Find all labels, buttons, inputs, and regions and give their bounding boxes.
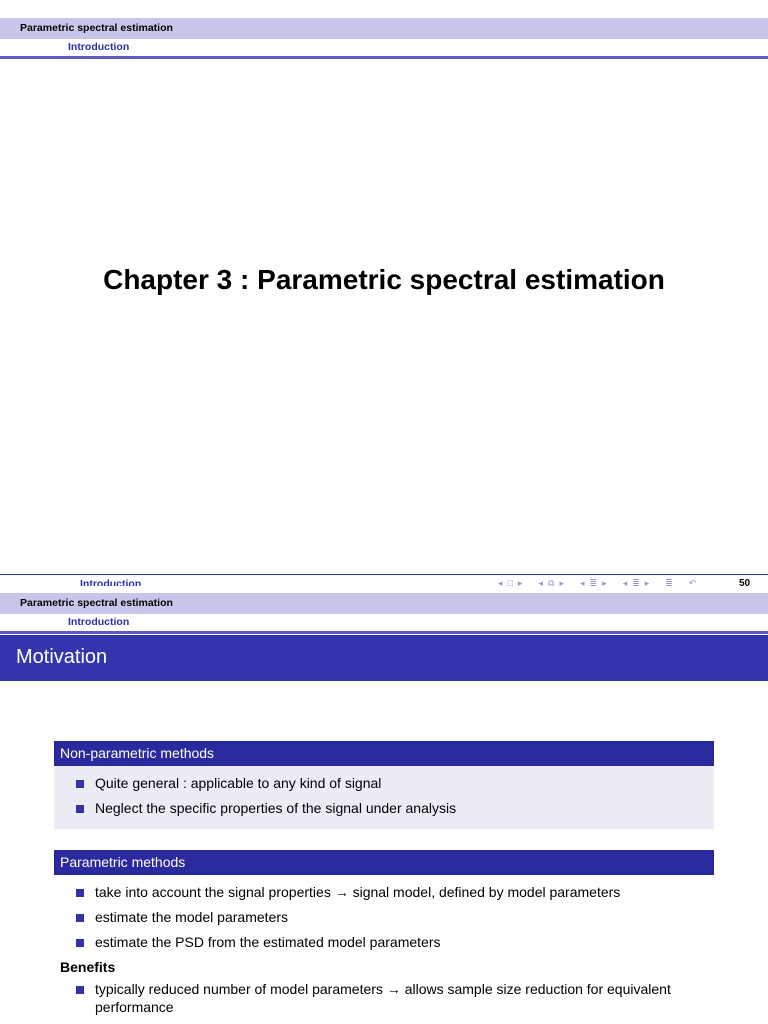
header-subsection-band <box>0 39 768 56</box>
slide-motivation <box>0 593 768 1024</box>
bullet-square-icon <box>76 805 84 813</box>
bullet-square-icon <box>76 889 84 897</box>
list-item-text: typically reduced number of model parameters → allows sample size reduction for equivalent performance <box>95 981 671 1015</box>
block-title: Parametric methods <box>54 850 714 875</box>
nav-toc-icon[interactable]: ≣ <box>665 577 673 586</box>
list-item <box>76 908 704 926</box>
list-item-text: Neglect the specific properties of the signal under analysis <box>95 800 457 816</box>
header-section-title[interactable]: Parametric spectral estimation <box>20 22 173 34</box>
nav-frame-icon[interactable]: □ <box>507 578 513 586</box>
nonparametric-block <box>54 741 714 829</box>
frame-title-bar <box>0 635 768 681</box>
nav-next-icon[interactable]: ▸ <box>602 577 607 586</box>
header-section-title[interactable]: Parametric spectral estimation <box>20 597 173 609</box>
nav-subsection-icon[interactable]: ⧉ <box>548 577 555 586</box>
nav-back-icon[interactable]: ↶ <box>688 577 697 586</box>
nav-next-icon[interactable]: ▸ <box>517 577 523 586</box>
header-section-band <box>0 18 768 39</box>
nav-prev-icon[interactable]: ◂ <box>498 577 503 586</box>
bullet-square-icon <box>76 986 84 994</box>
list-item <box>76 933 704 951</box>
parametric-block <box>54 850 714 1024</box>
slide-chapter <box>0 18 768 586</box>
block-title: Non-parametric methods <box>54 741 714 766</box>
nav-prev-icon[interactable]: ◂ <box>622 577 628 586</box>
nav-section-icon[interactable]: ≣ <box>632 577 640 586</box>
nav-section-icon[interactable]: ≣ <box>589 577 598 586</box>
chapter-title: Chapter 3 : Parametric spectral estimation <box>103 264 665 295</box>
frame-title: Motivation <box>16 646 108 668</box>
list-item <box>76 883 704 901</box>
bullet-square-icon <box>76 939 84 947</box>
benefits-heading: Benefits <box>60 959 116 975</box>
page-number: 50 <box>739 578 751 586</box>
navigation-bar <box>498 575 696 586</box>
header-section-band <box>0 593 768 614</box>
list-item-text: estimate the model parameters <box>95 909 288 925</box>
list-item <box>76 799 704 817</box>
bullet-square-icon <box>76 914 84 922</box>
header-rule <box>0 56 768 59</box>
list-item <box>76 774 704 792</box>
list-item-text: Quite general : applicable to any kind of signal <box>95 775 382 791</box>
block-body <box>54 875 714 1024</box>
nav-prev-icon[interactable]: ◂ <box>580 577 585 586</box>
header-subsection-title[interactable]: Introduction <box>68 41 130 53</box>
bullet-square-icon <box>76 780 84 788</box>
block-body <box>54 766 714 829</box>
list-item-text: take into account the signal properties → signal model, defined by model parameters <box>95 884 621 900</box>
header-subsection-band <box>0 614 768 631</box>
list-item-text: estimate the PSD from the estimated model parameters <box>95 934 441 950</box>
list-item <box>76 980 704 1016</box>
nav-prev-icon[interactable]: ◂ <box>538 577 544 586</box>
nav-next-icon[interactable]: ▸ <box>644 577 650 586</box>
header-rule <box>0 631 768 634</box>
header-subsection-title[interactable]: Introduction <box>68 616 130 628</box>
nav-next-icon[interactable]: ▸ <box>559 577 564 586</box>
footer-subsection-label[interactable]: Introduction <box>80 578 142 586</box>
